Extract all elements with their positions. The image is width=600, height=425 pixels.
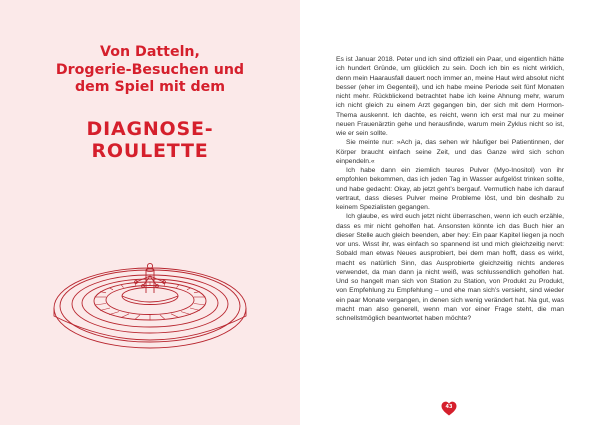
- body-paragraph: Ich habe dann ein ziemlich teures Pulver (Myo-Inositol) von ihr empfohlen bekommen, das ich jeden Tag in Wasser aufgelöst trinken sollte, und habe gedacht: Okay, ab jetzt geht’s bergauf. Vermutlich habe ich darauf vertraut, dass dieses Pulver meine Probleme löst, und bin deshalb zu keinem Spezialisten gegangen.: [336, 167, 564, 211]
- chapter-title-line: dem Spiel mit dem: [74, 79, 226, 95]
- chapter-title-emphasis: [0, 118, 300, 162]
- chapter-title-line: Drogerie-Besuchen und: [55, 61, 245, 78]
- body-paragraph: Sie meinte nur: »Ach ja, das sehen wir häufiger bei Patientinnen, der Körper braucht einfach seine Zeit, und das Ganze wird sich schon einpendeln.«: [336, 139, 564, 165]
- body-paragraph: Ich glaube, es wird euch jetzt nicht überraschen, wenn ich euch erzähle, dass es mir nicht geholfen hat. Ansonsten könnte ich das Buch hier an dieser Stelle auch gleich beenden, aber hey: Ein paar Kapitel liegen ja noch vor uns. Wisst ihr, was einfach so spannend ist und mich gleichzeitig nervt: Sobald man etwas Neues ausprobiert, bei dem man hofft, dass es wirkt, macht es natürlich Sinn, das Ausprobierte gleichzeitig nichts anderes verwendet, da man dann ja nicht weiß, was schlussendlich geholfen hat. Und so hangelt man sich von Station zu Station, von Produkt zu Produkt, von Empfehlung zu Empfehlung – und ehe man sich’s versieht, sind wieder ein paar Monate vergangen, in denen sich wenig verändert hat. Na gut, was macht man also generell, wenn man vor einer Frage steht, die man schnellstmöglich beantwortet haben möchte?: [336, 213, 564, 322]
- page-number: 43: [445, 404, 453, 410]
- chapter-title: [0, 44, 300, 97]
- body-paragraph: Es ist Januar 2018. Peter und ich sind offiziell ein Paar, und eigentlich hätte ich hundert Gründe, um glücklich zu sein. Doch ich bin es nicht wirklich, denn mein Haarausfall dauert noch immer an, meine Haut wird absolut nicht besser (eher im Gegenteil), und ich habe meine Periode seit fünf Monaten nicht mehr. Rückblickend betrachtet habe ich keine Ahnung mehr, warum ich nicht gleich zu einem Arzt gegangen bin, der sich mit dem Hormon-Thema auskennt. Ich dachte, es reicht, wenn ich erst mal nur zu meiner neuen Frauenärztin gehe und herausfinde, warum mein Zyklus nicht so ist, wie er sein sollte.: [336, 56, 564, 137]
- chapter-title-line: Von Datteln,: [100, 44, 200, 60]
- roulette-wheel-icon: [50, 246, 250, 362]
- chapter-title-big-line: ROULETTE: [91, 140, 209, 162]
- chapter-body: [336, 55, 564, 323]
- chapter-title-big-line: DIAGNOSE-: [86, 118, 214, 140]
